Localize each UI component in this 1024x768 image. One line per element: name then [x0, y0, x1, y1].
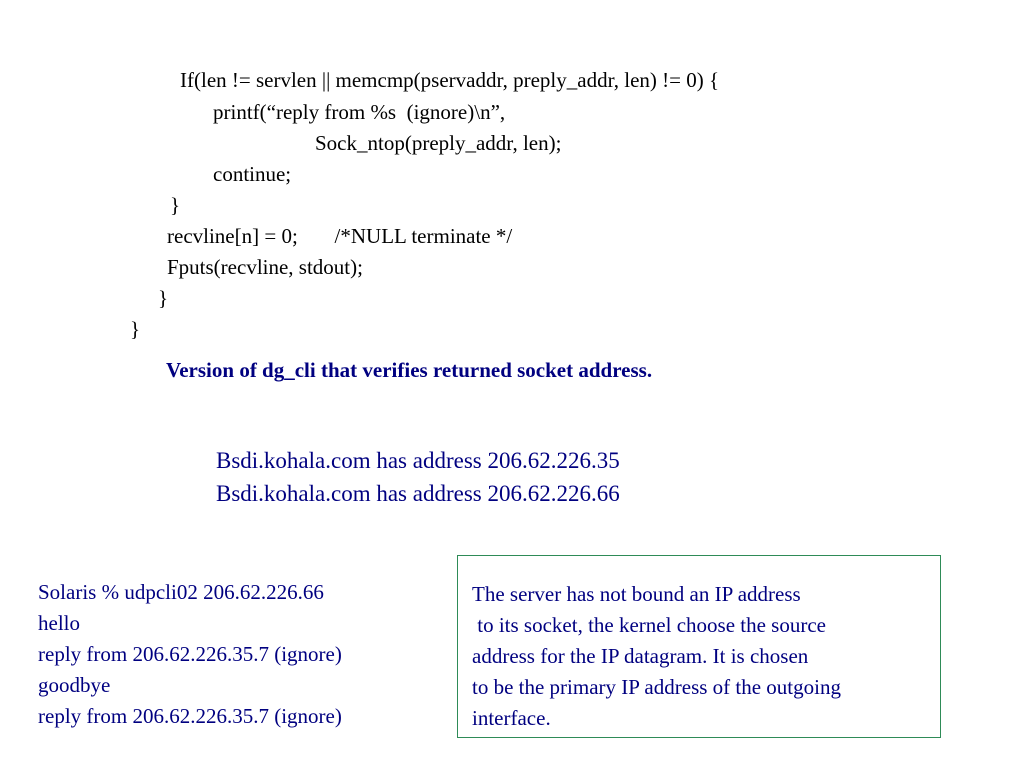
note-line: interface.	[472, 706, 551, 730]
session-line: hello	[38, 611, 80, 635]
code-line: Sock_ntop(preply_addr, len);	[315, 131, 562, 155]
session-line: goodbye	[38, 673, 111, 697]
dns-line: Bsdi.kohala.com has address 206.62.226.35	[216, 448, 620, 473]
explanation-box	[457, 555, 941, 738]
code-line: printf(“reply from %s (ignore)\n”,	[213, 100, 506, 124]
session-line: reply from 206.62.226.35.7 (ignore)	[38, 704, 342, 728]
dns-line: Bsdi.kohala.com has address 206.62.226.66	[216, 481, 620, 506]
code-line: If(len != servlen || memcmp(pservaddr, preply_addr, len) != 0) {	[180, 68, 720, 92]
code-line: }	[158, 286, 169, 310]
session-line: Solaris % udpcli02 206.62.226.66	[38, 580, 324, 604]
code-line: }	[170, 193, 181, 217]
note-line: The server has not bound an IP address	[472, 582, 801, 606]
code-line: recvline[n] = 0; /*NULL terminate */	[167, 224, 513, 248]
code-line: }	[130, 317, 141, 341]
session-line: reply from 206.62.226.35.7 (ignore)	[38, 642, 342, 666]
note-line: address for the IP datagram. It is chosen	[472, 644, 809, 668]
figure-caption: Version of dg_cli that verifies returned socket address.	[166, 358, 653, 382]
note-line: to be the primary IP address of the outgoing	[472, 675, 841, 699]
code-line: Fputs(recvline, stdout);	[167, 255, 363, 279]
note-line: to its socket, the kernel choose the source	[472, 613, 826, 637]
code-line: continue;	[213, 162, 292, 186]
